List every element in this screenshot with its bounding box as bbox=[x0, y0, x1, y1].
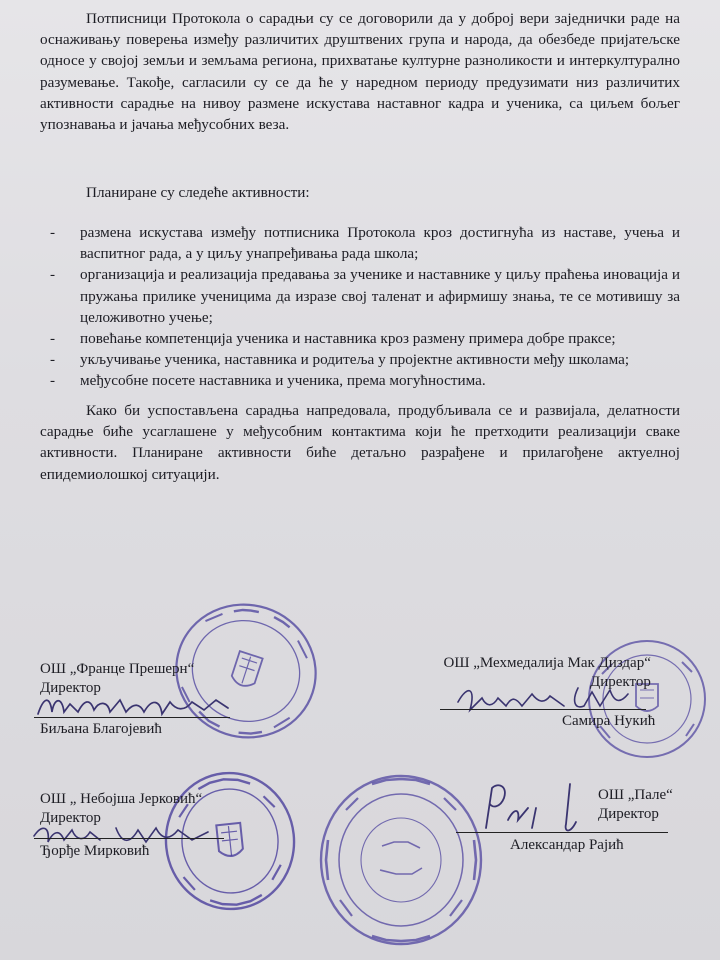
list-item: - организација и реализација предавања за ученике и наставнике у циљу праћења иновација и пружања прилике ученицима да изразе свој таленат и афирмишу знања, те се мотивишу за целоживотно учење; bbox=[40, 264, 680, 328]
list-item: - размена искустава између потписника Протокола кроз достигнућа из наставе, учења и васпитног рада, а у циљу унапређивања рада школа; bbox=[40, 222, 680, 264]
signatory-role: Директор bbox=[40, 680, 101, 696]
signatory-name-top-left: Биљана Благојевић bbox=[40, 721, 162, 737]
signatory-name-bottom-left: Ђорђе Мирковић bbox=[40, 843, 150, 859]
closing-paragraph: Како би успостављена сарадња напредовала, продубљивала се и развијала, делатности сарадње биће усаглашене у међусобним контактима који ће претходити реализацији сваке активности. Планиране активности биће детаљно разрађене и прилагођене актуелној епидемиолошкој ситуацији. bbox=[40, 402, 680, 483]
school-name: ОШ „Пале“ bbox=[598, 787, 673, 803]
list-item: - повећање компетенција ученика и наставника кроз размену примера добре праксе; bbox=[40, 328, 680, 349]
activities-list bbox=[40, 222, 680, 392]
signatory-name-top-right: Самира Нукић bbox=[562, 713, 656, 729]
signatory-name-bottom-right: Александар Рајић bbox=[510, 837, 624, 853]
signature-line-top-right bbox=[440, 709, 646, 710]
intro-paragraph: Потписници Протокола о сарадњи су се договорили да у доброј вери заједнички раде на оснаживању поверења између различитих друштвених група и народа, да обезбеде пријатељске односе у својој земљи и земљама региона, прихватање културне разноликости и интеркултурално разумевање. Такође, сагласили су се да ће у наредном периоду предузимати низ различитих активности сарадње на нивоу размене искустава наставног кадра и ученика, са циљем бољег упознавања и јачања међусобних веза. bbox=[40, 10, 680, 134]
school-name: ОШ „Мехмедалија Мак Диздар“ bbox=[443, 655, 651, 671]
signatory-role: Директор bbox=[590, 674, 651, 690]
signature-line-bottom-left bbox=[34, 838, 224, 839]
school-name: ОШ „ Небојша Јерковић“ bbox=[40, 791, 203, 807]
school-name: ОШ „Франце Прешерн“ bbox=[40, 661, 195, 677]
planned-activities-heading: Планиране су следеће активности: bbox=[86, 184, 310, 201]
list-item: - међусобне посете наставника и ученика, према могућностима. bbox=[40, 370, 680, 391]
signatory-role: Директор bbox=[40, 810, 101, 826]
signatory-bottom-right bbox=[598, 786, 673, 824]
stamp-pale bbox=[316, 770, 486, 950]
list-item: - укључивање ученика, наставника и родитеља у пројектне активности међу школама; bbox=[40, 349, 680, 370]
signature-line-bottom-right bbox=[456, 832, 668, 833]
signatory-role: Директор bbox=[598, 806, 659, 822]
signature-line-top-left bbox=[34, 717, 230, 718]
